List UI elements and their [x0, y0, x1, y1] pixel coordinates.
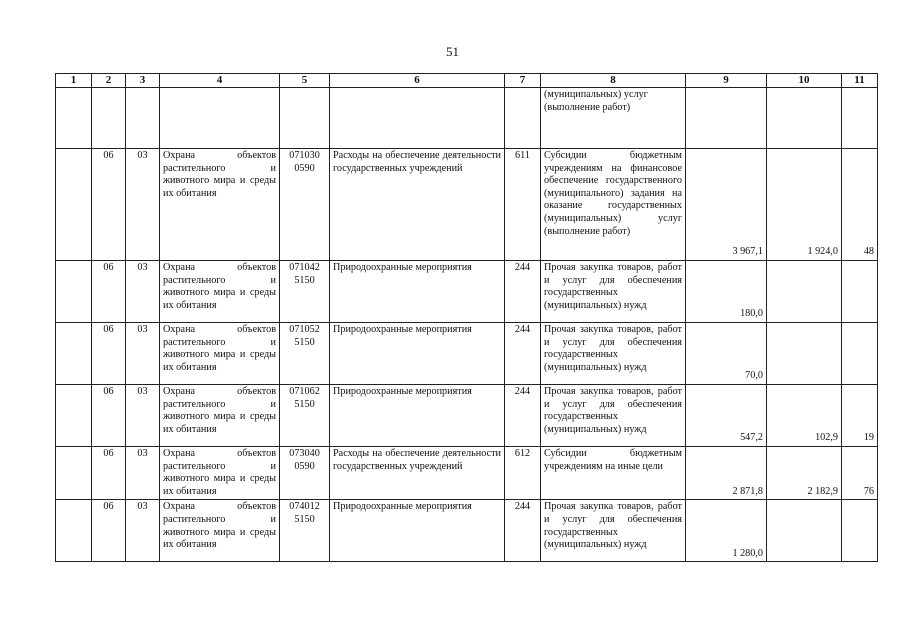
cell-subsection: 03 — [126, 261, 160, 323]
cell-section: 06 — [92, 323, 126, 385]
cell-col9: 3 967,1 — [686, 149, 767, 261]
table-row — [56, 261, 878, 323]
cell-expense-name: Прочая закупка товаров, работ и услуг для обеспечения государственных (муниципальных) нужд — [541, 261, 686, 323]
cell-col10 — [767, 500, 842, 562]
cell-expense-code: 611 — [505, 149, 541, 261]
cell-col11: 19 — [842, 385, 878, 447]
cell-col10 — [767, 323, 842, 385]
table-row — [56, 385, 878, 447]
cell-section-name — [160, 88, 280, 149]
cell-expense-code: 244 — [505, 500, 541, 562]
column-header: 7 — [505, 74, 541, 88]
cell-expense-name: Прочая закупка товаров, работ и услуг для обеспечения государственных (муниципальных) нужд — [541, 323, 686, 385]
cell-section-name: Охрана объектов растительного и животного мира и среды их обитания — [160, 149, 280, 261]
table-row — [56, 323, 878, 385]
cell-target-name — [330, 88, 505, 149]
cell-subsection — [126, 88, 160, 149]
cell-target-name: Природоохранные мероприятия — [330, 323, 505, 385]
cell-expense-name: (муниципальных) услуг (выполнение работ) — [541, 88, 686, 149]
cell-col9 — [686, 88, 767, 149]
cell-target-code: 073040 0590 — [280, 447, 330, 500]
cell-expense-code: 244 — [505, 261, 541, 323]
cell-expense-code: 244 — [505, 323, 541, 385]
column-header: 11 — [842, 74, 878, 88]
cell-target-code: 071052 5150 — [280, 323, 330, 385]
page-number: 51 — [446, 44, 459, 59]
cell-expense-name: Прочая закупка товаров, работ и услуг для обеспечения государственных (муниципальных) нужд — [541, 385, 686, 447]
column-header: 8 — [541, 74, 686, 88]
cell-section — [92, 88, 126, 149]
cell-target-name: Природоохранные мероприятия — [330, 385, 505, 447]
cell-col10 — [767, 88, 842, 149]
cell-col11 — [842, 323, 878, 385]
cell-subsection: 03 — [126, 500, 160, 562]
cell-target-name: Расходы на обеспечение деятельности государственных учреждений — [330, 447, 505, 500]
cell-subsection: 03 — [126, 447, 160, 500]
cell-section: 06 — [92, 500, 126, 562]
cell-section: 06 — [92, 385, 126, 447]
cell-expense-code: 244 — [505, 385, 541, 447]
cell-subsection: 03 — [126, 149, 160, 261]
column-header: 6 — [330, 74, 505, 88]
column-header: 4 — [160, 74, 280, 88]
cell-target-code: 071030 0590 — [280, 149, 330, 261]
cell-section-name: Охрана объектов растительного и животного мира и среды их обитания — [160, 261, 280, 323]
cell-col11: 48 — [842, 149, 878, 261]
cell-col1 — [56, 149, 92, 261]
column-header: 10 — [767, 74, 842, 88]
cell-target-code: 071042 5150 — [280, 261, 330, 323]
cell-col11 — [842, 261, 878, 323]
budget-table — [55, 73, 878, 562]
cell-target-name: Расходы на обеспечение деятельности государственных учреждений — [330, 149, 505, 261]
cell-section: 06 — [92, 149, 126, 261]
cell-col9: 2 871,8 — [686, 447, 767, 500]
cell-expense-name: Прочая закупка товаров, работ и услуг для обеспечения государственных (муниципальных) нужд — [541, 500, 686, 562]
cell-col9: 180,0 — [686, 261, 767, 323]
cell-target-name: Природоохранные мероприятия — [330, 261, 505, 323]
column-header: 2 — [92, 74, 126, 88]
cell-section-name: Охрана объектов растительного и животного мира и среды их обитания — [160, 385, 280, 447]
cell-col10 — [767, 261, 842, 323]
cell-col1 — [56, 88, 92, 149]
cell-section-name: Охрана объектов растительного и животного мира и среды их обитания — [160, 500, 280, 562]
cell-col1 — [56, 261, 92, 323]
table-row — [56, 88, 878, 149]
cell-section-name: Охрана объектов растительного и животного мира и среды их обитания — [160, 323, 280, 385]
cell-section: 06 — [92, 447, 126, 500]
cell-col11 — [842, 88, 878, 149]
cell-expense-code: 612 — [505, 447, 541, 500]
cell-col9: 1 280,0 — [686, 500, 767, 562]
cell-target-code: 071062 5150 — [280, 385, 330, 447]
column-header: 1 — [56, 74, 92, 88]
cell-expense-name: Субсидии бюджетным учреждениям на иные цели — [541, 447, 686, 500]
cell-col10: 102,9 — [767, 385, 842, 447]
cell-subsection: 03 — [126, 385, 160, 447]
header-row — [56, 74, 878, 88]
cell-target-code — [280, 88, 330, 149]
cell-section: 06 — [92, 261, 126, 323]
cell-col9: 547,2 — [686, 385, 767, 447]
column-header: 9 — [686, 74, 767, 88]
cell-target-code: 074012 5150 — [280, 500, 330, 562]
cell-col1 — [56, 500, 92, 562]
cell-col10: 2 182,9 — [767, 447, 842, 500]
cell-section-name: Охрана объектов растительного и животного мира и среды их обитания — [160, 447, 280, 500]
cell-col10: 1 924,0 — [767, 149, 842, 261]
table-row — [56, 447, 878, 500]
cell-target-name: Природоохранные мероприятия — [330, 500, 505, 562]
cell-col9: 70,0 — [686, 323, 767, 385]
cell-expense-code — [505, 88, 541, 149]
table-row — [56, 500, 878, 562]
cell-subsection: 03 — [126, 323, 160, 385]
cell-col11 — [842, 500, 878, 562]
cell-expense-name: Субсидии бюджетным учреждениям на финансовое обеспечение государственного (муниципального) задания на оказание государственных (муниципальных) услуг (выполнение работ) — [541, 149, 686, 261]
cell-col11: 76 — [842, 447, 878, 500]
column-header: 5 — [280, 74, 330, 88]
table-row — [56, 149, 878, 261]
cell-col1 — [56, 323, 92, 385]
cell-col1 — [56, 385, 92, 447]
column-header: 3 — [126, 74, 160, 88]
cell-col1 — [56, 447, 92, 500]
